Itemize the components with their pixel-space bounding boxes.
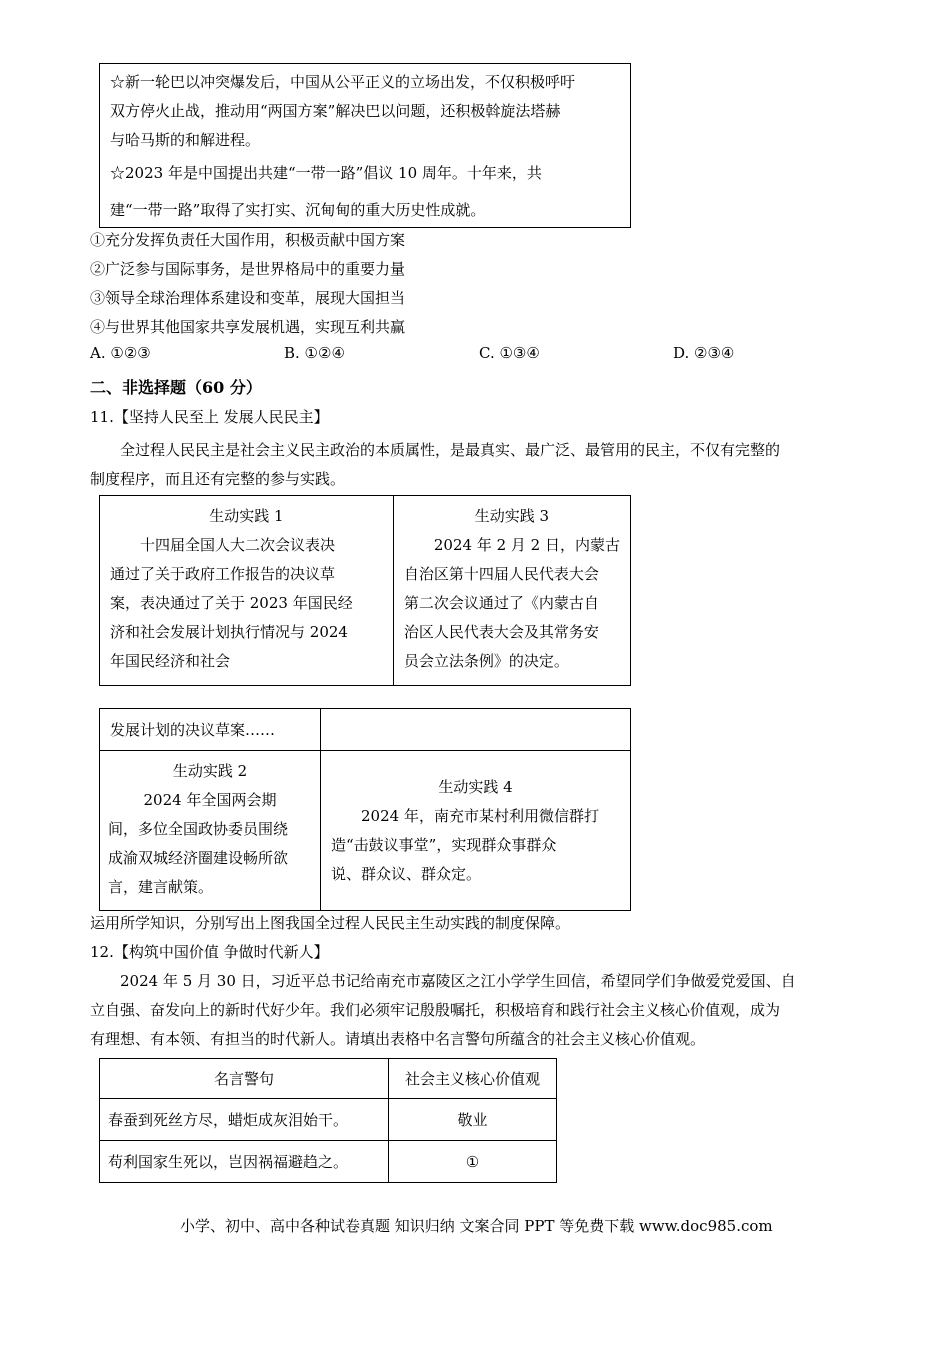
material-box xyxy=(99,63,631,228)
text-line: 说、群众议、群众定。 xyxy=(331,864,482,883)
text-line: 有理想、有本领、有担当的时代新人。请填出表格中名言警句所蕴含的社会主义核心价值观。 xyxy=(90,1030,706,1048)
practice-2-cell xyxy=(100,751,321,911)
practice-1-cell xyxy=(100,496,394,686)
text-line: 双方停火止战，推动用“两国方案”解决巴以问题，还积极斡旋法塔赫 xyxy=(110,102,561,120)
header-value: 社会主义核心价值观 xyxy=(389,1059,557,1099)
question-11-prompt: 运用所学知识，分别写出上图我国全过程人民民主生动实践的制度保障。 xyxy=(90,914,571,932)
practice-1-continuation xyxy=(100,709,321,751)
practice-4-title: 生动实践 4 xyxy=(438,777,513,796)
text-line: 济和社会发展计划执行情况与 2024 xyxy=(110,623,348,641)
section-title: 二、非选择题（60 分） xyxy=(90,378,262,397)
option-d: D. ②③④ xyxy=(673,344,735,362)
material-paragraph-2 xyxy=(110,155,542,229)
text-line: 案，表决通过了关于 2023 年国民经 xyxy=(110,594,353,612)
empty-cell xyxy=(321,709,631,751)
practice-1-title: 生动实践 1 xyxy=(209,507,284,525)
text-line: 建“一带一路”取得了实打实、沉甸甸的重大历史性成就。 xyxy=(110,201,486,219)
practice-3-title: 生动实践 3 xyxy=(474,507,550,525)
header-quote: 名言警句 xyxy=(100,1059,389,1099)
statement-3: ③领导全球治理体系建设和变革，展现大国担当 xyxy=(90,289,406,307)
text-line: 2024 年全国两会期 xyxy=(143,791,277,809)
text-line: 2024 年，南充市某村利用微信群打 xyxy=(361,806,599,825)
text-line: 间，多位全国政协委员围绕 xyxy=(108,820,289,838)
text-line: 2024 年 2 月 2 日，内蒙古 xyxy=(433,536,620,554)
table-row-quote: 春蚕到死丝方尽，蜡炬成灰泪始干。 xyxy=(100,1099,389,1141)
text-line: 通过了关于政府工作报告的决议草 xyxy=(110,565,336,583)
values-table xyxy=(99,1058,557,1183)
question-12-title: 12.【构筑中国价值 争做时代新人】 xyxy=(90,943,329,961)
practice-table-top xyxy=(99,495,631,686)
option-b: B. ①②④ xyxy=(284,344,345,362)
option-c: C. ①③④ xyxy=(479,344,540,362)
text-line: 第二次会议通过了《内蒙古自 xyxy=(403,594,599,612)
statement-2: ②广泛参与国际事务，是世界格局中的重要力量 xyxy=(90,260,406,278)
text-line: 2024 年 5 月 30 日，习近平总书记给南充市嘉陵区之江小学学生回信，希望同学们争做爱党爱国、自 xyxy=(120,972,796,990)
statement-4: ④与世界其他国家共享发展机遇，实现互利共赢 xyxy=(90,318,406,336)
table-row-value: ① xyxy=(389,1141,557,1183)
text-line: 十四届全国人大二次会议表决 xyxy=(140,536,336,554)
text-line: 治区人民代表大会及其常务安 xyxy=(403,623,599,641)
table-row-quote: 苟利国家生死以，岂因祸福避趋之。 xyxy=(100,1141,389,1183)
practice-3-cell xyxy=(393,496,630,686)
text-line: ☆2023 年是中国提出共建“一带一路”倡议 10 周年。十年来，共 xyxy=(110,164,542,182)
question-11-title: 11.【坚持人民至上 发展人民民主】 xyxy=(90,408,329,426)
question-11-intro xyxy=(90,436,880,494)
text-line: 发展计划的决议草案…… xyxy=(110,721,276,739)
practice-4-cell xyxy=(321,751,631,911)
text-line: 员会立法条例》的决定。 xyxy=(403,652,569,670)
footer-text: 小学、初中、高中各种试卷真题 知识归纳 文案合同 PPT 等免费下载 www.doc985.com xyxy=(180,1217,773,1235)
text-line: 全过程人民民主是社会主义民主政治的本质属性，是最真实、最广泛、最管用的民主，不仅有完整的 xyxy=(120,441,781,459)
text-line: 与哈马斯的和解进程。 xyxy=(110,131,261,149)
text-line: 言，建言献策。 xyxy=(108,878,214,896)
practice-2-title: 生动实践 2 xyxy=(172,762,248,780)
text-line: 制度程序，而且还有完整的参与实践。 xyxy=(90,470,346,488)
statement-1: ①充分发挥负责任大国作用，积极贡献中国方案 xyxy=(90,231,406,249)
table-row-value: 敬业 xyxy=(389,1099,557,1141)
material-paragraph-1 xyxy=(110,68,575,155)
practice-table-bottom xyxy=(99,708,631,911)
text-line: 造“击鼓议事堂”，实现群众事群众 xyxy=(331,835,557,854)
text-line: 年国民经济和社会 xyxy=(110,652,231,670)
text-line: ☆新一轮巴以冲突爆发后，中国从公平正义的立场出发，不仅积极呼吁 xyxy=(110,73,576,91)
text-line: 立自强、奋发向上的新时代好少年。我们必须牢记殷殷嘱托，积极培育和践行社会主义核心价值观，成为 xyxy=(90,1001,781,1019)
option-a: A. ①②③ xyxy=(90,344,151,362)
text-line: 自治区第十四届人民代表大会 xyxy=(403,565,599,583)
text-line: 成渝双城经济圈建设畅所欲 xyxy=(108,849,289,867)
statement-list xyxy=(90,226,405,342)
question-12-intro xyxy=(90,967,880,1054)
